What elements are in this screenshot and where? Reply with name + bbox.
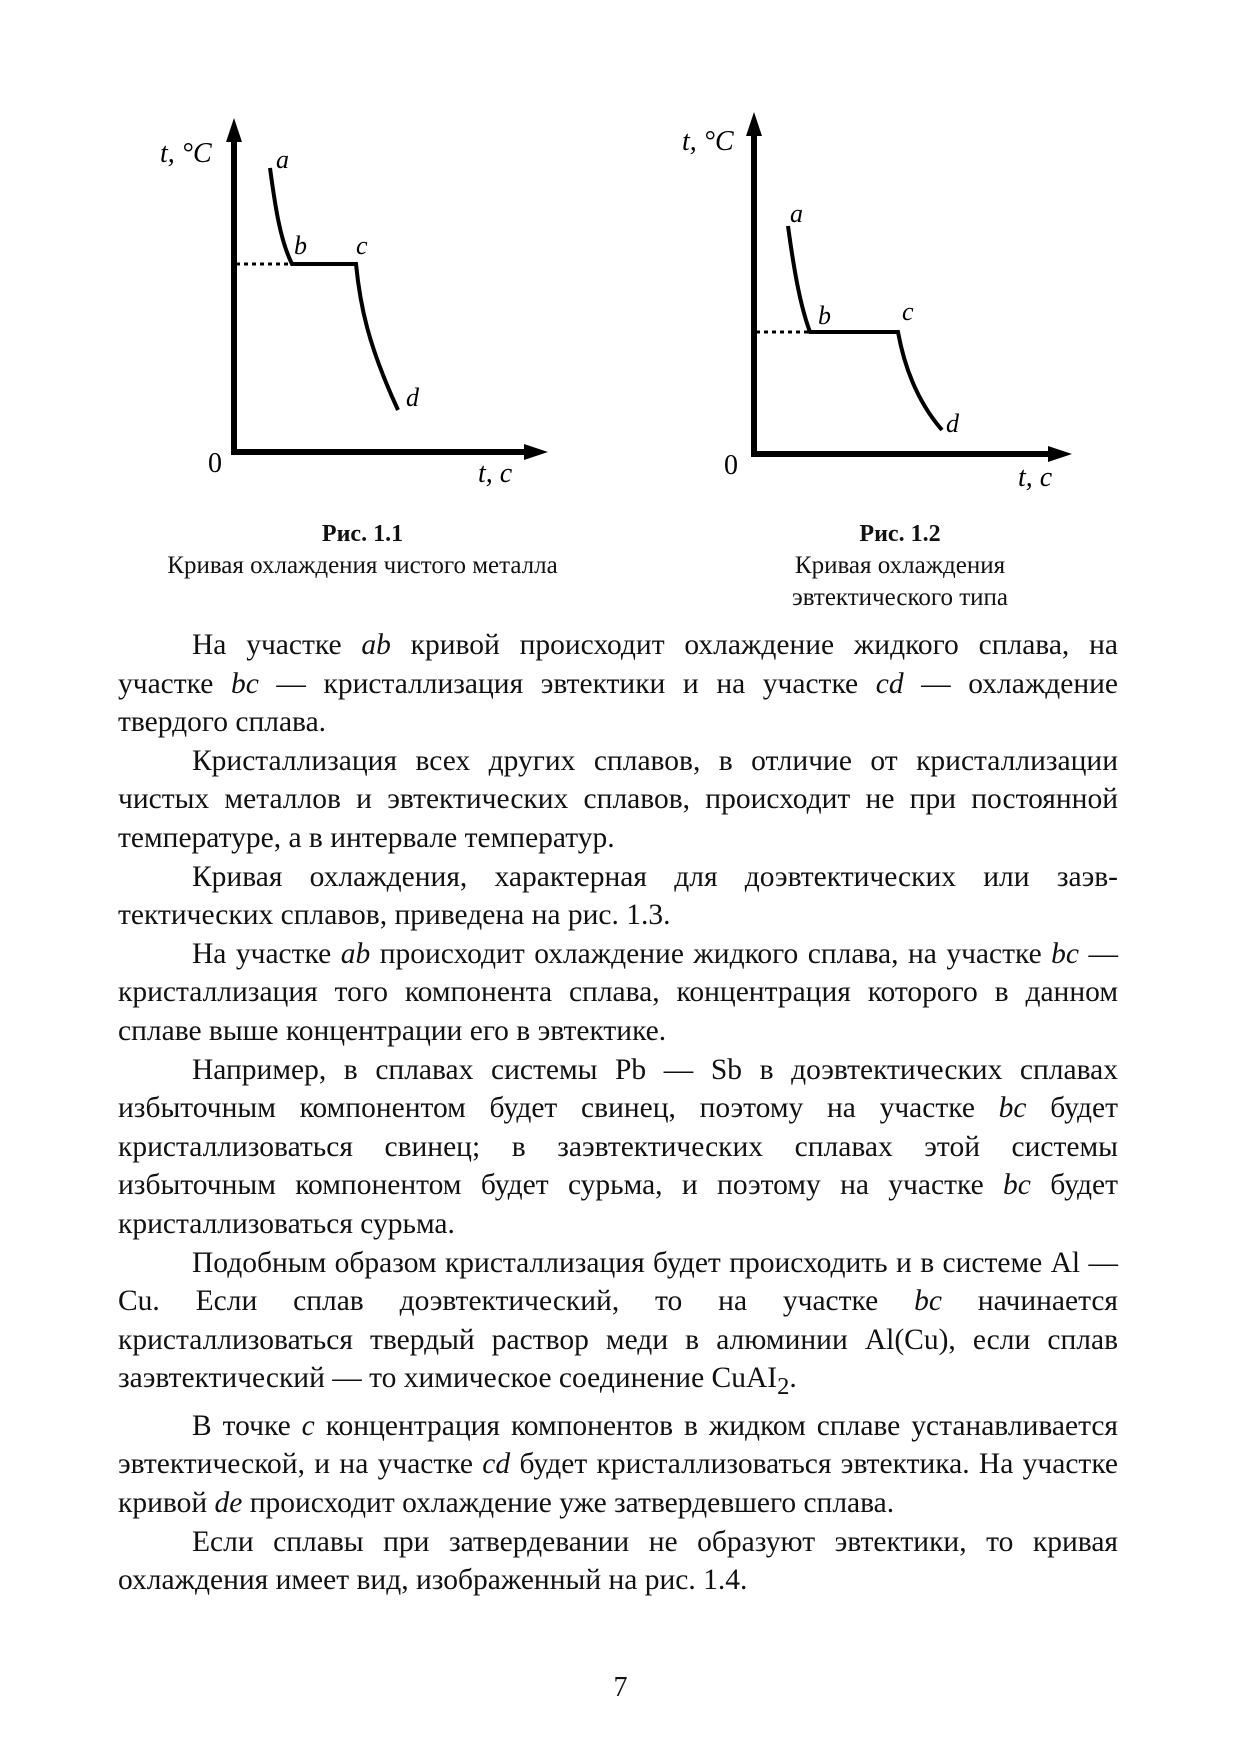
x-axis-label: t, с [1018, 462, 1053, 493]
x-axis-arrow [1048, 446, 1072, 462]
paragraph-2 [118, 742, 1118, 858]
paragraph-4 [118, 935, 1118, 1051]
italic-term: bc [998, 1092, 1027, 1125]
italic-term: bc [914, 1285, 942, 1318]
figure-1-2-caption [700, 518, 1100, 614]
paragraph-8 [118, 1523, 1118, 1600]
paragraph-3 [118, 858, 1118, 935]
point-label-a: a [276, 145, 289, 174]
subscript: 2 [777, 1373, 790, 1401]
point-label-d: d [406, 383, 419, 412]
text-run: будет кристаллизоваться сурьма. [118, 1169, 1119, 1240]
body-text [118, 626, 1118, 1600]
text-run: — кристаллизация того компонента сплава, концентрация которого в данном сплаве выше концентрации его в эвтектике. [118, 937, 1118, 1047]
italic-term: cd [875, 667, 904, 700]
figure-1-1-diagram [0, 0, 620, 489]
cooling-curve [270, 168, 398, 410]
figure-1-1-caption [120, 518, 605, 582]
italic-term: de [214, 1486, 243, 1519]
y-axis-label: t, °С [682, 126, 734, 157]
figure-1-2-diagram [640, 0, 1241, 500]
point-label-b: b [294, 231, 307, 260]
figure-1-2 [640, 0, 1241, 500]
text-run: На участке [192, 629, 362, 661]
text-run: концентрация компонентов в жидком сплаве устанавливается эвтектической, и на участке [118, 1409, 1118, 1481]
figure-1-2-caption-line-2: эвтектического типа [792, 584, 1008, 611]
point-label-b: b [818, 301, 831, 330]
x-axis-arrow [524, 444, 548, 460]
cooling-curve [788, 226, 942, 430]
paragraph-7 [118, 1407, 1118, 1523]
text-run: — охлаждение твердого сплава. [118, 667, 1119, 739]
text-run: происходит охлаждение жидкого сплава, на участке [370, 937, 1052, 970]
page-number: 7 [613, 1672, 628, 1703]
italic-term: c [301, 1409, 315, 1442]
y-axis-label: t, °С [160, 138, 212, 169]
italic-term: bc [230, 667, 259, 700]
text-run: Подобным образом кристаллизация будет происходить и в системе Al — Cu. Если сплав доэвтектический, то на участке [118, 1246, 1118, 1318]
text-run: будет кристаллизоваться свинец; в заэвтектических сплавах этой системы избыточным компонентом будет сурьма, и поэтому на участке [118, 1092, 1119, 1202]
figure-1-1-caption-line: Кривая охлаждения чистого металла [167, 552, 558, 579]
text-run: — кристаллизация эвтектики и на участке [258, 667, 876, 700]
origin-label: 0 [724, 450, 738, 481]
text-run: На участке [192, 937, 341, 970]
point-label-a: a [790, 199, 803, 228]
figure-1-1-caption-number: Рис. 1.1 [321, 521, 404, 547]
italic-term: bc [1003, 1169, 1031, 1202]
point-label-c: c [902, 297, 914, 326]
paragraph-6 [118, 1244, 1118, 1407]
paragraph-1 [118, 626, 1118, 742]
paragraph-5 [118, 1051, 1118, 1244]
text-run: . [789, 1362, 797, 1395]
figure-1-2-caption-number: Рис. 1.2 [859, 521, 941, 547]
text-run: Например, в сплавах системы Pb — Sb в доэвтектических сплавах избыточным компонентом будет свинец, поэтому на участке [118, 1053, 1118, 1125]
figure-1-2-caption-line-1: Кривая охлаждения [794, 552, 1006, 579]
point-label-c: c [356, 231, 368, 260]
y-axis-arrow [226, 118, 242, 142]
figure-1-1 [0, 0, 620, 489]
italic-term: cd [482, 1448, 511, 1481]
text-run: будет кристаллизоваться эвтектика. На участке кривой [118, 1448, 1119, 1519]
italic-term: ab [340, 937, 371, 970]
point-label-d: d [946, 409, 959, 438]
italic-term: ab [361, 629, 391, 661]
y-axis-arrow [746, 112, 762, 136]
text-run: Кривая охлаждения, характерная для доэвтектических или заэвтектических сплавов, приведена на рис. 1.3. [118, 860, 1118, 932]
text-run: В точке [192, 1409, 302, 1442]
x-axis-label: t, с [478, 458, 513, 489]
text-run: кривой происходит охлаждение жидкого сплава, на участке [118, 629, 1118, 700]
text-run: начинается кристаллизоваться твердый раствор меди в алюминии Al(Cu), если сплав заэвтектический — то химическое соединение CuAI [118, 1285, 1118, 1395]
text-run: Кристаллизация всех других сплавов, в отличие от кристаллизации чистых металлов и эвтектических сплавов, происходит не при постоянной температуре, а в интервале температур. [118, 744, 1118, 854]
italic-term: bc [1051, 937, 1080, 970]
origin-label: 0 [208, 448, 222, 479]
text-run: происходит охлаждение уже затвердевшего сплава. [242, 1486, 895, 1519]
text-run: Если сплавы при затвердевании не образуют эвтектики, то кривая охлаждения имеет вид, изображенный на рис. 1.4. [118, 1525, 1118, 1597]
